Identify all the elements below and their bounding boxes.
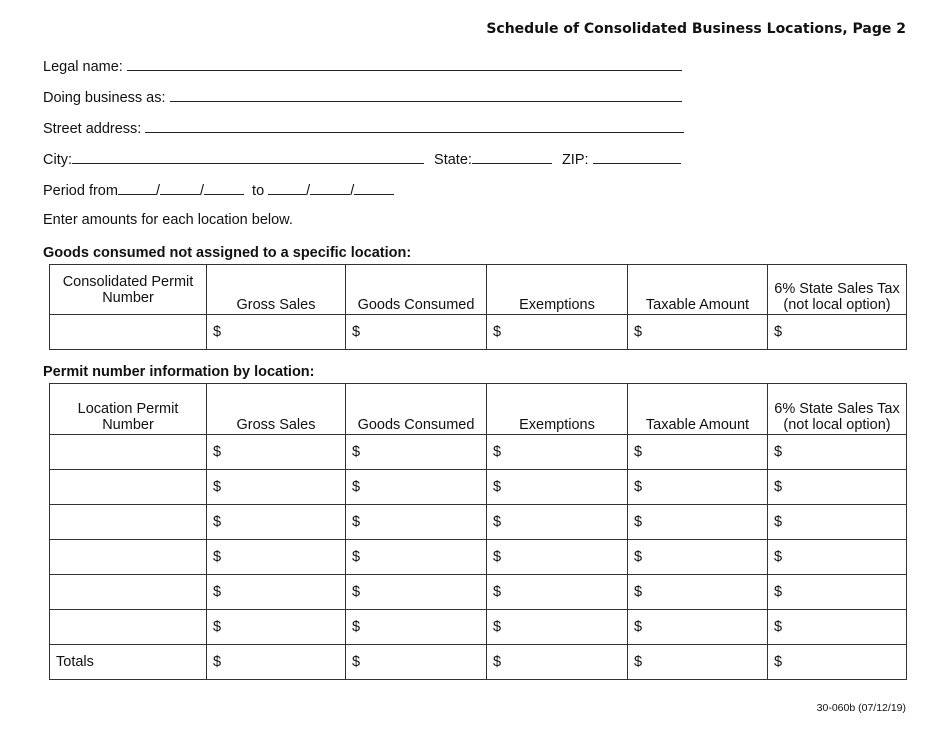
goods-consumed-total-cell[interactable]: $ xyxy=(346,645,487,680)
location-permit-cell[interactable] xyxy=(50,470,207,505)
date-separator: / xyxy=(155,183,160,199)
header-taxable-amount: Taxable Amount xyxy=(628,265,768,315)
table-row xyxy=(50,505,907,540)
exemptions-cell[interactable]: $ xyxy=(487,505,628,540)
state-label: State: xyxy=(434,152,472,168)
goods-table xyxy=(49,264,907,350)
street-row xyxy=(43,119,684,137)
location-permit-cell[interactable] xyxy=(50,505,207,540)
totals-label: Totals xyxy=(50,645,207,680)
from-year-input[interactable] xyxy=(204,181,244,195)
exemptions-cell[interactable]: $ xyxy=(487,610,628,645)
gross-sales-cell[interactable]: $ xyxy=(207,540,346,575)
exemptions-cell[interactable]: $ xyxy=(487,315,628,350)
goods-consumed-cell[interactable]: $ xyxy=(346,610,487,645)
period-from-label: Period from xyxy=(43,183,118,199)
to-day-input[interactable] xyxy=(310,181,350,195)
taxable-amount-cell[interactable]: $ xyxy=(628,315,768,350)
permit-header-row xyxy=(50,384,907,435)
taxable-amount-total-cell[interactable]: $ xyxy=(628,645,768,680)
table-row xyxy=(50,610,907,645)
city-row xyxy=(43,150,681,168)
exemptions-cell[interactable]: $ xyxy=(487,540,628,575)
from-month-input[interactable] xyxy=(118,181,156,195)
period-row xyxy=(43,181,394,199)
zip-input[interactable] xyxy=(593,150,681,164)
goods-consumed-cell[interactable]: $ xyxy=(346,575,487,610)
goods-consumed-cell[interactable]: $ xyxy=(346,315,487,350)
state-sales-tax-cell[interactable]: $ xyxy=(768,540,907,575)
totals-row xyxy=(50,645,907,680)
legal-name-label: Legal name: xyxy=(43,59,123,75)
state-sales-tax-cell[interactable]: $ xyxy=(768,610,907,645)
gross-sales-cell[interactable]: $ xyxy=(207,435,346,470)
exemptions-cell[interactable]: $ xyxy=(487,435,628,470)
to-year-input[interactable] xyxy=(354,181,394,195)
street-label: Street address: xyxy=(43,121,142,137)
header-state-sales-tax: 6% State Sales Tax (not local option) xyxy=(768,265,907,315)
table-row xyxy=(50,470,907,505)
dba-input[interactable] xyxy=(170,88,682,102)
from-day-input[interactable] xyxy=(160,181,200,195)
goods-consumed-cell[interactable]: $ xyxy=(346,470,487,505)
header-location-permit-number: Location Permit Number xyxy=(50,384,207,435)
page-title: Schedule of Consolidated Business Locations, Page 2 xyxy=(486,21,906,37)
gross-sales-cell[interactable]: $ xyxy=(207,575,346,610)
gross-sales-cell[interactable]: $ xyxy=(207,505,346,540)
gross-sales-cell[interactable]: $ xyxy=(207,315,346,350)
location-permit-cell[interactable] xyxy=(50,435,207,470)
header-gross-sales: Gross Sales xyxy=(207,265,346,315)
location-permit-cell[interactable] xyxy=(50,575,207,610)
state-sales-tax-cell[interactable]: $ xyxy=(768,575,907,610)
header-goods-consumed: Goods Consumed xyxy=(346,265,487,315)
table-row xyxy=(50,315,907,350)
date-separator: / xyxy=(350,183,355,199)
header-exemptions: Exemptions xyxy=(487,265,628,315)
taxable-amount-cell[interactable]: $ xyxy=(628,575,768,610)
state-sales-tax-total-cell[interactable]: $ xyxy=(768,645,907,680)
permit-section-label: Permit number information by location: xyxy=(43,364,315,380)
exemptions-total-cell[interactable]: $ xyxy=(487,645,628,680)
state-sales-tax-cell[interactable]: $ xyxy=(768,435,907,470)
location-permit-cell[interactable] xyxy=(50,540,207,575)
goods-consumed-cell[interactable]: $ xyxy=(346,540,487,575)
permit-number-cell[interactable] xyxy=(50,315,207,350)
table-row xyxy=(50,575,907,610)
goods-header-row xyxy=(50,265,907,315)
gross-sales-total-cell[interactable]: $ xyxy=(207,645,346,680)
dba-row xyxy=(43,88,682,106)
taxable-amount-cell[interactable]: $ xyxy=(628,470,768,505)
state-sales-tax-cell[interactable]: $ xyxy=(768,505,907,540)
state-input[interactable] xyxy=(472,150,552,164)
date-separator: / xyxy=(306,183,311,199)
goods-consumed-cell[interactable]: $ xyxy=(346,505,487,540)
exemptions-cell[interactable]: $ xyxy=(487,575,628,610)
city-label: City: xyxy=(43,152,72,168)
taxable-amount-cell[interactable]: $ xyxy=(628,610,768,645)
taxable-amount-cell[interactable]: $ xyxy=(628,540,768,575)
legal-name-row xyxy=(43,57,682,75)
to-month-input[interactable] xyxy=(268,181,306,195)
header-gross-sales: Gross Sales xyxy=(207,384,346,435)
header-taxable-amount: Taxable Amount xyxy=(628,384,768,435)
header-permit-number: Consolidated Permit Number xyxy=(50,265,207,315)
header-goods-consumed: Goods Consumed xyxy=(346,384,487,435)
location-permit-cell[interactable] xyxy=(50,610,207,645)
exemptions-cell[interactable]: $ xyxy=(487,470,628,505)
zip-label: ZIP: xyxy=(561,152,589,168)
header-state-sales-tax: 6% State Sales Tax (not local option) xyxy=(768,384,907,435)
table-row xyxy=(50,540,907,575)
dba-label: Doing business as: xyxy=(43,90,166,106)
form-number: 30-060b (07/12/19) xyxy=(816,702,906,714)
gross-sales-cell[interactable]: $ xyxy=(207,470,346,505)
header-exemptions: Exemptions xyxy=(487,384,628,435)
gross-sales-cell[interactable]: $ xyxy=(207,610,346,645)
street-input[interactable] xyxy=(145,119,684,133)
state-sales-tax-cell[interactable]: $ xyxy=(768,470,907,505)
instructions: Enter amounts for each location below. xyxy=(43,212,293,228)
table-row xyxy=(50,435,907,470)
date-separator: / xyxy=(199,183,205,199)
state-sales-tax-cell[interactable]: $ xyxy=(768,315,907,350)
taxable-amount-cell[interactable]: $ xyxy=(628,505,768,540)
goods-section-label: Goods consumed not assigned to a specific location: xyxy=(43,245,412,261)
goods-consumed-cell[interactable]: $ xyxy=(346,435,487,470)
city-input[interactable] xyxy=(72,150,424,164)
permit-table xyxy=(49,383,907,680)
period-to-label: to xyxy=(252,183,265,199)
taxable-amount-cell[interactable]: $ xyxy=(628,435,768,470)
legal-name-input[interactable] xyxy=(127,57,682,71)
